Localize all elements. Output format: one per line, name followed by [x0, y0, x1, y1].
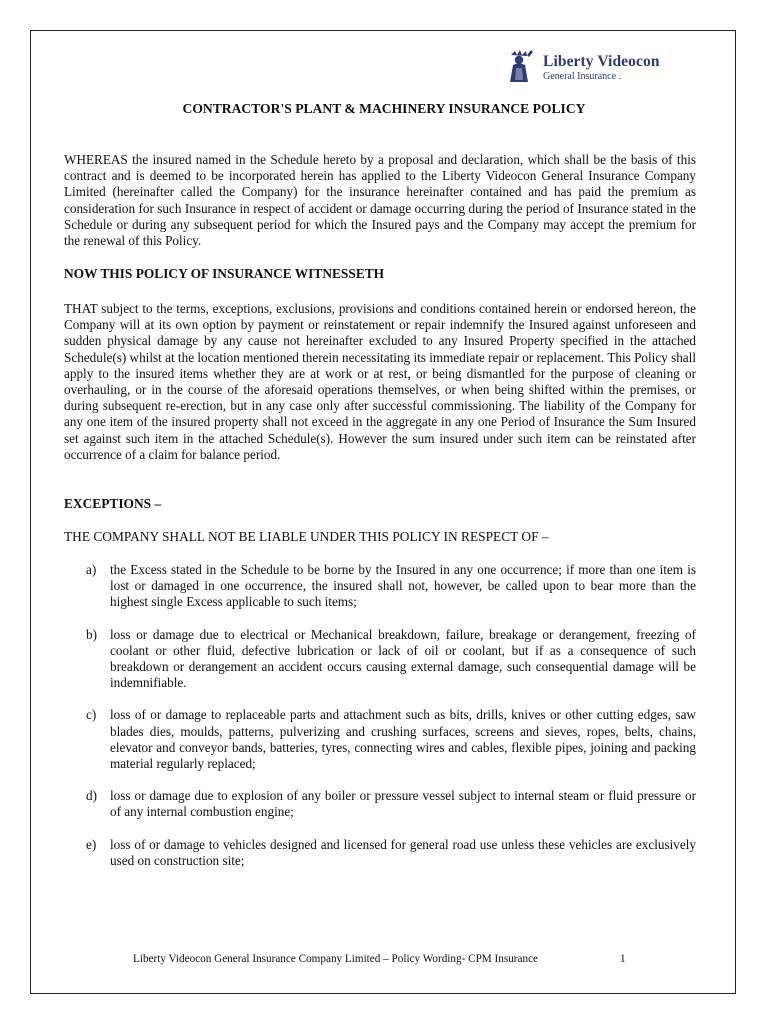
- whereas-paragraph: WHEREAS the insured named in the Schedule hereto by a proposal and declaration, which shall be the basis of this contract and is deemed to be incorporated herein has applied to the Liberty Videocon General Insurance Company Limited (hereinafter called the Company) for the insurance hereinafter contained and has paid the premium as consideration for such Insurance in respect of accident or damage occurring during the period of Insurance stated in the Schedule or during any subsequent period for which the Insured pays and the Company may accept the premium for the renewal of this Policy.: [64, 152, 696, 249]
- exceptions-list: [64, 562, 696, 885]
- list-item-text: loss of or damage to vehicles designed and licensed for general road use unless these vehicles are exclusively used on construction site;: [110, 836, 696, 868]
- list-item: [64, 627, 696, 692]
- list-item-text: loss of or damage to replaceable parts and attachment such as bits, drills, knives or other cutting edges, saw blades dies, moulds, patterns, pulverizing and crushing surfaces, screens and sieves, ropes, belts, chains, elevator and conveyor bands, batteries, tyres, connecting wires and cables, flexible pipes, joining and packing material regularly replaced;: [110, 707, 696, 772]
- list-item: [64, 707, 696, 772]
- page-number: 1: [620, 953, 626, 965]
- list-item: [64, 837, 696, 869]
- list-item-text: loss or damage due to electrical or Mechanical breakdown, failure, breakage or derangement, freezing of coolant or other fluid, defective lubrication or lack of oil or coolant, but if as a consequence of such breakdown or derangement an accident occurs causing external damage, such consequential damage will be indemnifiable.: [110, 626, 696, 691]
- page-title: CONTRACTOR'S PLANT & MACHINERY INSURANCE POLICY: [182, 101, 586, 116]
- that-paragraph: THAT subject to the terms, exceptions, exclusions, provisions and conditions contained herein or endorsed hereon, the Company will at its own option by payment or reinstatement or repair indemnify the Insured against unforeseen and sudden physical damage by any cause not hereinafter excluded to any Insured Property specified in the attached Schedule(s) whilst at the location mentioned therein necessitating its immediate repair or replacement. This Policy shall apply to the insured items whether they are at work or at rest, or being dismantled for the purpose of cleaning or overhauling, or in the course of the aforesaid operations themselves, or when being shifted within the premises, or during subsequent re-erection, but in any case only after successful commissioning. The liability of the Company for any one item of the insured property shall not exceed in the aggregate in any one Period of Insurance the Sum Insured set against such item in the attached Schedule(s). However the sum insured under such item can be reinstated after occurrence of a claim for balance period.: [64, 301, 696, 462]
- logo-tagline: General Insurance .: [543, 71, 622, 82]
- list-item: [64, 788, 696, 820]
- list-marker: b): [86, 626, 97, 642]
- company-logo: [503, 49, 693, 85]
- list-marker: c): [86, 707, 97, 723]
- liberty-statue-icon: [503, 49, 539, 83]
- liability-heading: THE COMPANY SHALL NOT BE LIABLE UNDER THIS POLICY IN RESPECT OF –: [64, 529, 549, 544]
- list-marker: e): [86, 836, 97, 852]
- page-footer: Liberty Videocon General Insurance Company Limited – Policy Wording- CPM Insurance: [133, 953, 539, 965]
- witnesseth-heading: NOW THIS POLICY OF INSURANCE WITNESSETH: [64, 266, 385, 281]
- logo-company-name: Liberty Videocon: [543, 53, 660, 70]
- list-marker: d): [86, 788, 97, 804]
- list-item-text: the Excess stated in the Schedule to be borne by the Insured in any one occurrence; if more than one item is lost or damaged in one occurrence, the insured shall not, however, be called upon to bear more than the highest single Excess applicable to such items;: [110, 562, 696, 610]
- list-marker: a): [86, 562, 97, 577]
- list-item: [64, 562, 696, 611]
- exceptions-heading: EXCEPTIONS –: [64, 496, 162, 511]
- list-item-text: loss or damage due to explosion of any boiler or pressure vessel subject to internal steam or fluid pressure or of any internal combustion engine;: [110, 788, 696, 820]
